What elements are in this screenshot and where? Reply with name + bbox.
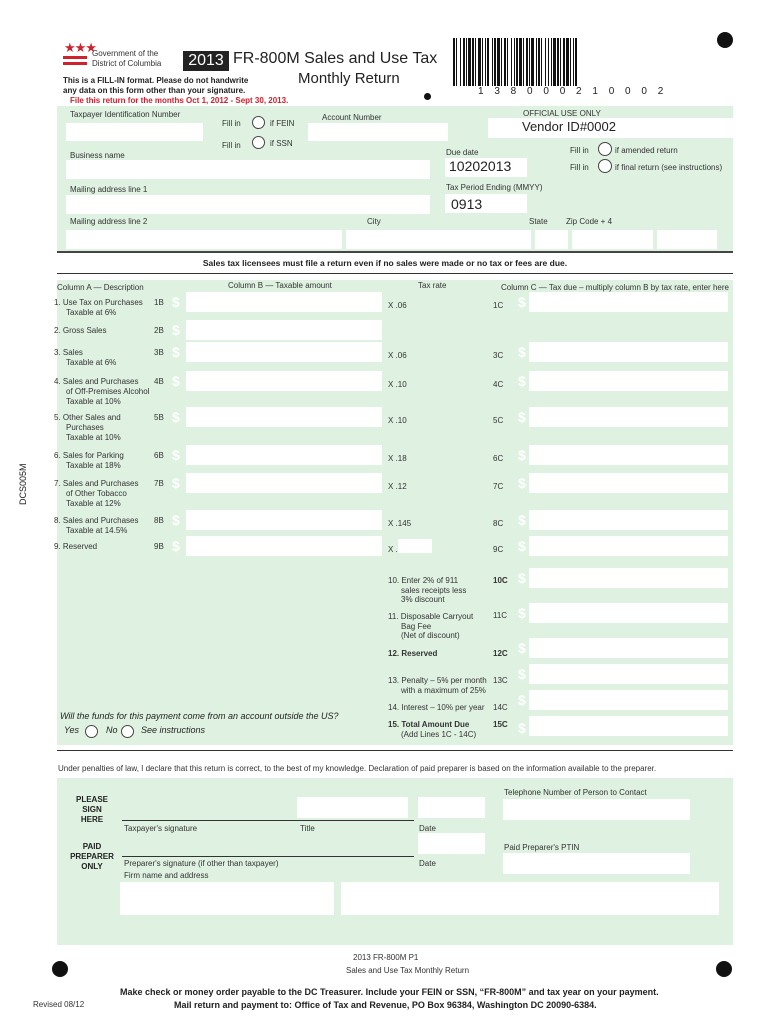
- only-text: ONLY: [81, 862, 103, 871]
- line-4-b-dollar: $: [172, 373, 180, 389]
- line-13-field[interactable]: [529, 664, 728, 684]
- phone-label: Telephone Number of Person to Contact: [504, 788, 647, 797]
- line-4-b-field[interactable]: [186, 371, 382, 391]
- barcode-bar: [575, 38, 577, 86]
- line-6-b-dollar: $: [172, 447, 180, 463]
- foreign-yes-label: Yes: [64, 725, 80, 735]
- line-3-desc1: 3. Sales: [54, 348, 83, 357]
- year-badge: 2013: [183, 51, 229, 71]
- line-7-c-dollar: $: [518, 475, 526, 491]
- barcode-bar: [478, 38, 481, 86]
- barcode-bar: [456, 38, 457, 86]
- line-15-field[interactable]: [529, 716, 728, 736]
- line-8-b-code: 8B: [154, 516, 164, 525]
- line-12-field[interactable]: [529, 638, 728, 658]
- line-6-c-dollar: $: [518, 447, 526, 463]
- line-7-rate: X .12: [388, 482, 407, 491]
- preparer-sig-label: Preparer's signature (if other than taxpayer): [124, 859, 279, 868]
- mailing2-label: Mailing address line 2: [70, 217, 148, 226]
- line-11-field[interactable]: [529, 603, 728, 623]
- zip-label: Zip Code + 4: [566, 217, 613, 226]
- date-label: Date: [419, 824, 436, 833]
- line-3-c-code: 3C: [493, 351, 504, 360]
- line-13-desc1: 13. Penalty – 5% per month: [388, 676, 487, 685]
- foreign-see-label: See instructions: [141, 725, 206, 735]
- business-name-field[interactable]: [66, 160, 430, 179]
- fill-in-ssn-label: Fill in: [222, 141, 241, 150]
- paid-text: PAID: [82, 842, 102, 851]
- barcode-bar: [485, 38, 486, 86]
- line-5-c-code: 5C: [493, 416, 504, 425]
- tin-label: Taxpayer Identification Number: [70, 110, 181, 119]
- line-10-code: 10C: [493, 576, 508, 585]
- line-4-c-dollar: $: [518, 373, 526, 389]
- line-10-field[interactable]: [529, 568, 728, 588]
- line-5-b-code: 5B: [154, 413, 164, 422]
- final-label: if final return (see instructions): [615, 163, 723, 172]
- page-title: Sales and Use Tax Monthly Return: [346, 966, 470, 975]
- line-8-b-dollar: $: [172, 512, 180, 528]
- form-subtitle: Monthly Return: [298, 70, 400, 87]
- fein-radio[interactable]: [252, 116, 265, 129]
- gov-line2: District of Columbia: [92, 59, 162, 68]
- preparer-text: PREPARER: [70, 852, 114, 861]
- mailing1-field[interactable]: [66, 195, 430, 214]
- line-5-b-field[interactable]: [186, 407, 382, 427]
- line-10-dollar: $: [518, 570, 526, 586]
- preparer-date-field[interactable]: [418, 833, 485, 854]
- line-8-c-field[interactable]: [529, 510, 728, 530]
- line-4-desc2: of Off-Premises Alcohol: [66, 387, 150, 396]
- barcode-bar: [570, 38, 571, 86]
- final-fill-label: Fill in: [570, 163, 589, 172]
- line-8-c-code: 8C: [493, 519, 504, 528]
- barcode-bar: [487, 38, 489, 86]
- line-9-b-code: 9B: [154, 542, 164, 551]
- barcode-bar: [468, 38, 471, 86]
- city-label: City: [367, 217, 381, 226]
- account-field[interactable]: [308, 123, 448, 141]
- if-fein-label: if FEIN: [270, 119, 295, 128]
- line-5-desc2: Purchases: [66, 423, 104, 432]
- title-label: Title: [300, 824, 315, 833]
- ptin-field[interactable]: [503, 853, 690, 874]
- line-9-c-dollar: $: [518, 538, 526, 554]
- barcode-bar: [463, 38, 465, 86]
- barcode: [453, 38, 698, 86]
- account-label: Account Number: [322, 113, 382, 122]
- barcode-bar: [482, 38, 483, 86]
- line-3-c-dollar: $: [518, 344, 526, 360]
- line-6-c-field[interactable]: [529, 445, 728, 465]
- line-11-desc2: Bag Fee: [401, 622, 432, 631]
- line-10-desc3: 3% discount: [401, 595, 445, 604]
- line-14-desc: 14. Interest – 10% per year: [388, 703, 485, 712]
- mailing1-label: Mailing address line 1: [70, 185, 148, 194]
- foreign-question: Will the funds for this payment come from an account outside the US?: [60, 711, 339, 721]
- line-8-b-field[interactable]: [186, 510, 382, 530]
- preparer-sig-line: [122, 856, 414, 857]
- line-5-desc1: 5. Other Sales and: [54, 413, 121, 422]
- final-radio[interactable]: [598, 159, 612, 173]
- line-7-desc3: Taxable at 12%: [66, 499, 121, 508]
- barcode-bar: [492, 38, 493, 86]
- barcode-bar: [560, 38, 561, 86]
- official-use-label: OFFICIAL USE ONLY: [523, 109, 601, 118]
- line-3-rate: X .06: [388, 351, 407, 360]
- amended-radio[interactable]: [598, 142, 612, 156]
- vendor-id: Vendor ID#0002: [522, 119, 616, 134]
- col-a-header: Column A — Description: [57, 283, 144, 292]
- mailing2-field[interactable]: [66, 230, 342, 249]
- phone-field[interactable]: [503, 799, 690, 820]
- please-text: PLEASE: [75, 795, 108, 804]
- line-15-code: 15C: [493, 720, 508, 729]
- due-date-value: 10202013: [449, 158, 512, 174]
- ptin-label: Paid Preparer's PTIN: [504, 843, 580, 852]
- barcode-bar: [545, 38, 546, 86]
- line-4-c-code: 4C: [493, 380, 504, 389]
- period-label: Tax Period Ending (MMYY): [446, 183, 543, 192]
- registration-mark-small: [424, 93, 431, 100]
- line-10-desc2: sales receipts less: [401, 586, 467, 595]
- barcode-bar: [501, 38, 502, 86]
- barcode-bar: [538, 38, 540, 86]
- taxpayer-sig-label: Taxpayer's signature: [124, 824, 198, 833]
- barcode-bar: [573, 38, 574, 86]
- separator-3: [57, 750, 733, 751]
- line-1-c-dollar: $: [518, 294, 526, 310]
- registration-mark-br: [716, 961, 732, 977]
- line-13-code: 13C: [493, 676, 508, 685]
- line-14-dollar: $: [518, 692, 526, 708]
- line-1-rate: X .06: [388, 301, 407, 310]
- side-code: DCS005M: [18, 463, 28, 505]
- col-c-header: Column C — Tax due – multiply column B by tax rate, enter here: [501, 283, 729, 292]
- line-8-desc1: 8. Sales and Purchases: [54, 516, 139, 525]
- barcode-bar: [563, 38, 565, 86]
- line-11-desc1: 11. Disposable Carryout: [388, 612, 474, 621]
- taxpayer-sig-line: [122, 820, 414, 821]
- line-5-c-field[interactable]: [529, 407, 728, 427]
- fill-in-fein-label: Fill in: [222, 119, 241, 128]
- dc-flag-bar: [63, 56, 87, 59]
- registration-mark-bl: [52, 961, 68, 977]
- barcode-bar: [551, 38, 552, 86]
- barcode-bar: [494, 38, 496, 86]
- line-13-dollar: $: [518, 666, 526, 682]
- line-1-c-code: 1C: [493, 301, 504, 310]
- barcode-bar: [453, 38, 455, 86]
- title-field[interactable]: [297, 797, 408, 818]
- line-5-c-dollar: $: [518, 409, 526, 425]
- mail-instructions: Mail return and payment to: Office of Tax and Revenue, PO Box 96384, Washington DC 20090-6384.: [174, 1000, 597, 1010]
- line-15-desc1: 15. Total Amount Due: [388, 720, 470, 729]
- date2-label: Date: [419, 859, 436, 868]
- line-6-b-field[interactable]: [186, 445, 382, 465]
- barcode-bar: [548, 38, 549, 86]
- line-15-dollar: $: [518, 720, 526, 736]
- period-notice: File this return for the months Oct 1, 2012 - Sept 30, 2013.: [70, 96, 289, 105]
- line-11-desc3: (Net of discount): [401, 631, 460, 640]
- line-6-desc2: Taxable at 18%: [66, 461, 121, 470]
- line-7-desc2: of Other Tobacco: [66, 489, 127, 498]
- amended-label: if amended return: [615, 146, 678, 155]
- state-label: State: [529, 217, 548, 226]
- barcode-bar: [536, 38, 537, 86]
- page-id: 2013 FR-800M P1: [353, 953, 419, 962]
- amended-fill-label: Fill in: [570, 146, 589, 155]
- fillin-notice-1: This is a FILL-IN format. Please do not handwrite: [63, 76, 249, 85]
- gov-line1: Government of the: [92, 49, 159, 58]
- line-4-desc1: 4. Sales and Purchases: [54, 377, 139, 386]
- line-9-rate-field[interactable]: [398, 539, 432, 553]
- line-3-c-field[interactable]: [529, 342, 728, 362]
- line-3-b-field[interactable]: [186, 342, 382, 362]
- line-13-desc2: with a maximum of 25%: [401, 686, 486, 695]
- line-8-rate: X .145: [388, 519, 412, 528]
- barcode-digits: 1 3 8 0 0 0 2 1 0 0 0 2: [478, 86, 668, 97]
- barcode-bar: [460, 38, 461, 86]
- barcode-bar: [566, 38, 569, 86]
- line-4-rate: X .10: [388, 380, 407, 389]
- line-12-dollar: $: [518, 640, 526, 656]
- barcode-bar: [511, 38, 512, 86]
- line-7-b-dollar: $: [172, 475, 180, 491]
- barcode-bar: [519, 38, 522, 86]
- separator-2: [57, 273, 733, 274]
- sign-date-field[interactable]: [418, 797, 485, 818]
- line-6-c-code: 6C: [493, 454, 504, 463]
- firm-label: Firm name and address: [124, 871, 209, 880]
- col-b-header: Column B — Taxable amount: [228, 281, 332, 290]
- revised: Revised 08/12: [33, 1000, 85, 1009]
- zip4-field[interactable]: [657, 230, 717, 249]
- line-7-desc1: 7. Sales and Purchases: [54, 479, 139, 488]
- line-2-b-dollar: $: [172, 322, 180, 338]
- barcode-bar: [472, 38, 474, 86]
- due-date-label: Due date: [446, 148, 479, 157]
- line-11-code: 11C: [493, 611, 508, 620]
- barcode-bar: [553, 38, 556, 86]
- barcode-bar: [497, 38, 500, 86]
- payment-instructions: Make check or money order payable to the DC Treasurer. Include your FEIN or SSN, “FR-800M” and tax year on your payment.: [120, 987, 659, 997]
- line-1-b-dollar: $: [172, 294, 180, 310]
- barcode-bar: [504, 38, 506, 86]
- line-12-code: 12C: [493, 649, 508, 658]
- line-15-desc2: (Add Lines 1C - 14C): [401, 730, 477, 739]
- paid-preparer-only: [63, 842, 121, 872]
- barcode-bar: [516, 38, 518, 86]
- barcode-bar: [523, 38, 524, 86]
- line-7-b-field[interactable]: [186, 473, 382, 493]
- line-7-c-code: 7C: [493, 482, 504, 491]
- line-10-desc1: 10. Enter 2% of 911: [388, 576, 459, 585]
- declaration: Under penalties of law, I declare that this return is correct, to the best of my knowledge. Declaration of paid preparer is based on the information available to the preparer.: [58, 764, 657, 773]
- barcode-bar: [466, 38, 467, 86]
- line-3-desc2: Taxable at 6%: [66, 358, 117, 367]
- line-1-b-field[interactable]: [186, 292, 382, 312]
- sign-text: SIGN: [82, 805, 102, 814]
- line-14-field[interactable]: [529, 690, 728, 710]
- line-9-rate: X .: [388, 545, 398, 554]
- tax-rate-header: Tax rate: [418, 281, 447, 290]
- line-3-b-code: 3B: [154, 348, 164, 357]
- line-3-b-dollar: $: [172, 344, 180, 360]
- line-12-desc: 12. Reserved: [388, 649, 438, 658]
- zip-field[interactable]: [572, 230, 653, 249]
- state-field[interactable]: [535, 230, 568, 249]
- foreign-no-radio[interactable]: [121, 725, 134, 738]
- line-11-dollar: $: [518, 605, 526, 621]
- foreign-yes-radio[interactable]: [85, 725, 98, 738]
- ssn-radio[interactable]: [252, 136, 265, 149]
- form-title: FR-800M Sales and Use Tax: [233, 50, 438, 67]
- line-2-b-code: 2B: [154, 326, 164, 335]
- line-9-b-field[interactable]: [186, 536, 382, 556]
- line-1-c-field[interactable]: [529, 292, 728, 312]
- line-6-rate: X .18: [388, 454, 407, 463]
- please-sign-here: [66, 795, 118, 825]
- firm-address-field[interactable]: [341, 882, 719, 915]
- line-4-b-code: 4B: [154, 377, 164, 386]
- line-5-rate: X .10: [388, 416, 407, 425]
- business-name-label: Business name: [70, 151, 125, 160]
- barcode-bar: [531, 38, 534, 86]
- line-2-b-field[interactable]: [186, 320, 382, 340]
- barcode-bar: [514, 38, 515, 86]
- line-7-b-code: 7B: [154, 479, 164, 488]
- registration-mark-tr: [717, 32, 733, 48]
- foreign-no-label: No: [106, 725, 118, 735]
- line-2-desc1: 2. Gross Sales: [54, 326, 107, 335]
- line-14-code: 14C: [493, 703, 508, 712]
- barcode-bar: [526, 38, 528, 86]
- period-value: 0913: [451, 196, 483, 212]
- dc-flag-stars: ★★★: [64, 40, 96, 55]
- barcode-bar: [475, 38, 476, 86]
- line-6-desc1: 6. Sales for Parking: [54, 451, 124, 460]
- barcode-bar: [529, 38, 530, 86]
- line-9-c-field[interactable]: [529, 536, 728, 556]
- barcode-bar: [557, 38, 559, 86]
- notice: Sales tax licensees must file a return even if no sales were made or no tax or fees are due.: [202, 258, 568, 268]
- fillin-notice-2: any data on this form other than your signature.: [63, 86, 246, 95]
- line-1-desc2: Taxable at 6%: [66, 308, 117, 317]
- firm-name-field[interactable]: [120, 882, 334, 915]
- here-text: HERE: [80, 815, 104, 824]
- separator-bar: [57, 251, 733, 253]
- line-9-desc1: 9. Reserved: [54, 542, 98, 551]
- line-9-c-code: 9C: [493, 545, 504, 554]
- line-8-desc2: Taxable at 14.5%: [66, 526, 128, 535]
- line-5-desc3: Taxable at 10%: [66, 433, 121, 442]
- line-8-c-dollar: $: [518, 512, 526, 528]
- line-1-desc1: 1. Use Tax on Purchases: [54, 298, 143, 307]
- line-1-b-code: 1B: [154, 298, 164, 307]
- line-4-c-field[interactable]: [529, 371, 728, 391]
- line-7-c-field[interactable]: [529, 473, 728, 493]
- barcode-bar: [541, 38, 542, 86]
- barcode-bar: [507, 38, 508, 86]
- line-4-desc3: Taxable at 10%: [66, 397, 121, 406]
- line-6-b-code: 6B: [154, 451, 164, 460]
- line-9-b-dollar: $: [172, 538, 180, 554]
- line-5-b-dollar: $: [172, 409, 180, 425]
- tin-field[interactable]: [66, 123, 203, 141]
- if-ssn-label: if SSN: [270, 139, 293, 148]
- city-field[interactable]: [346, 230, 531, 249]
- dc-flag-bar2: [63, 62, 87, 65]
